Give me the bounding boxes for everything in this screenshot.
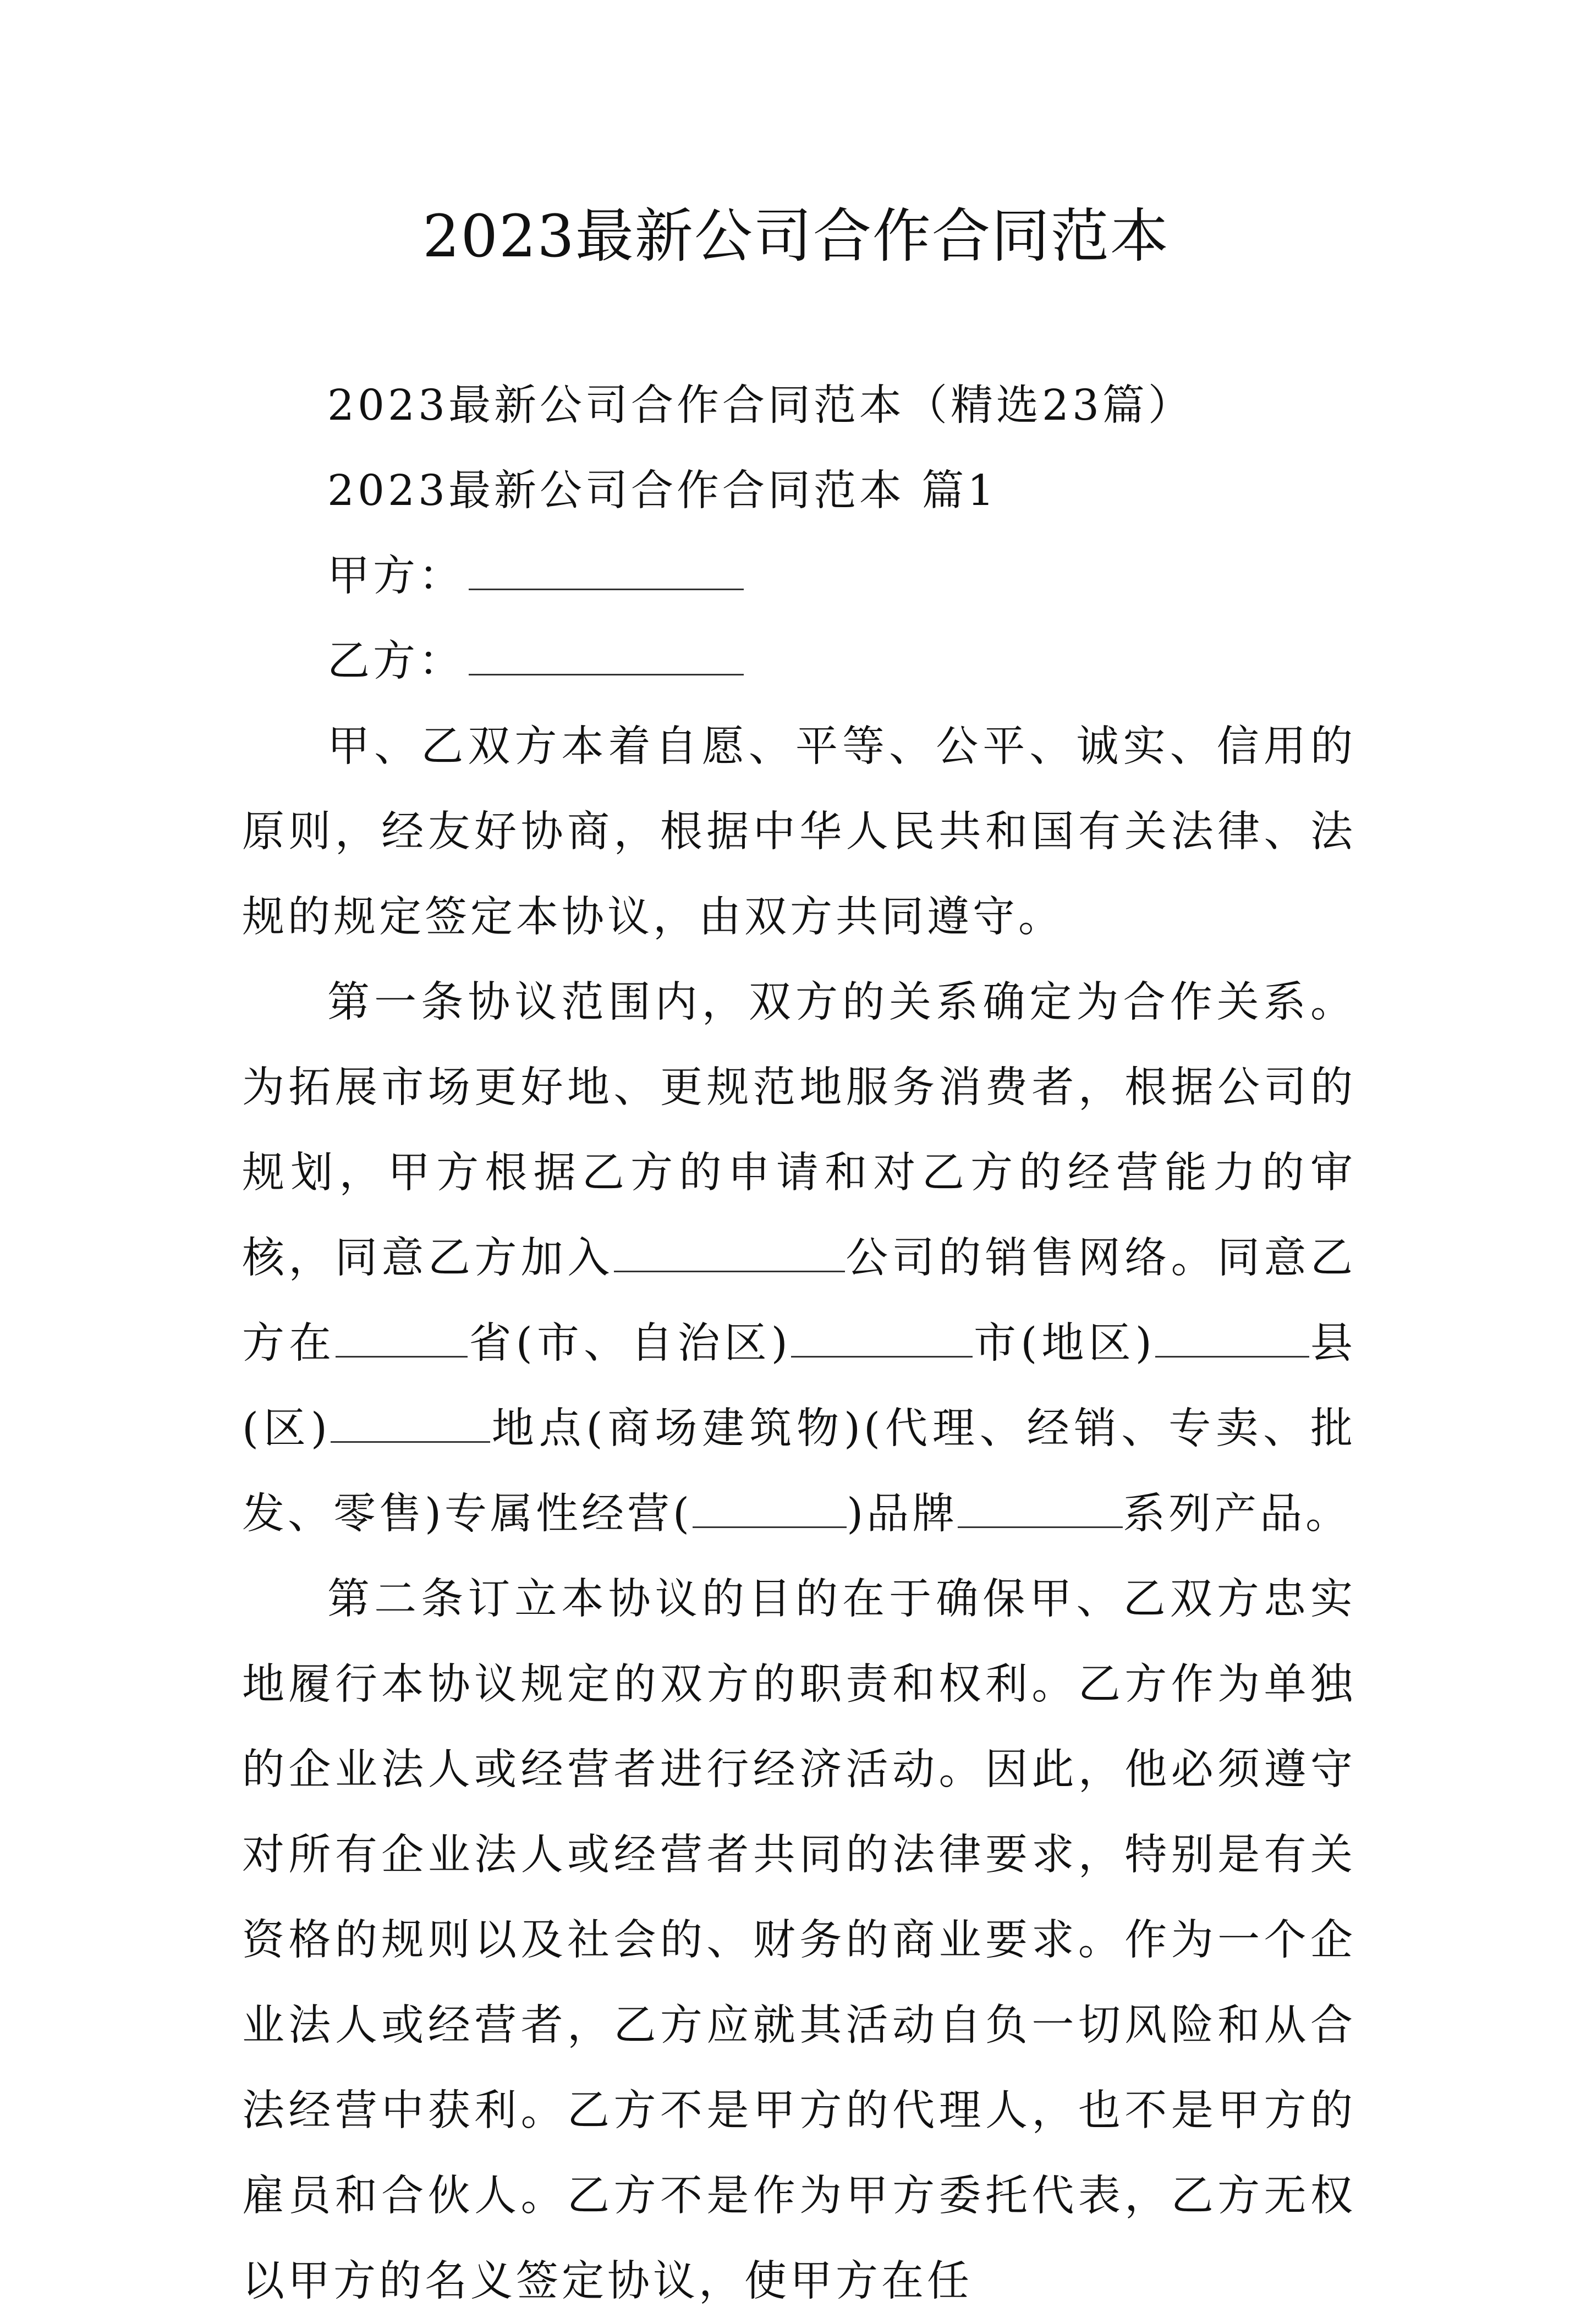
- document-body: [242, 363, 1356, 2324]
- document-subtitle: 2023最新公司合作合同范本（精选23篇）: [327, 381, 1194, 430]
- section-heading: 2023最新公司合作合同范本 篇1: [327, 466, 998, 515]
- article-1-text-2: 公司的销售网络。同意乙方在: [242, 1234, 1357, 1368]
- article-1-text-7: )品牌: [847, 1490, 958, 1539]
- county-blank: [1155, 1323, 1309, 1358]
- province-blank: [336, 1323, 468, 1358]
- article-1-paragraph: [242, 960, 1356, 1557]
- article-1-text-4: 市(地区): [972, 1319, 1155, 1368]
- party-a-line: [242, 534, 1356, 619]
- article-1-text-8: 系列产品。: [1123, 1490, 1352, 1539]
- city-blank: [791, 1323, 973, 1358]
- party-b-label: 乙方：: [327, 637, 464, 686]
- brand-blank: [693, 1493, 847, 1528]
- article-1-text-5: 县(区): [242, 1319, 1357, 1453]
- party-b-line: [242, 619, 1356, 704]
- party-a-label: 甲方：: [327, 552, 464, 601]
- party-a-blank: [469, 556, 744, 590]
- article-1-text-1: 第一条协议范围内，双方的关系确定为合作关系。为拓展市场更好地、更规范地服务消费者，根据公司的规划，甲方根据乙方的申请和对乙方的经营能力的审核，同意乙方加入: [242, 978, 1356, 1283]
- document-title: 2023最新公司合作合同范本: [422, 202, 1170, 270]
- location-blank: [331, 1408, 490, 1443]
- article-2-paragraph: 第二条订立本协议的目的在于确保甲、乙双方忠实地履行本协议规定的双方的职责和权利。乙方作为单独的企业法人或经营者进行经济活动。因此，他必须遵守对所有企业法人或经营者共同的法律要求，特别是有关资格的规则以及社会的、财务的商业要求。作为一个企业法人或经营者，乙方应就其活动自负一切风险和从合法经营中获利。乙方不是甲方的代理人，也不是甲方的雇员和合伙人。乙方不是作为甲方委托代表，乙方无权以甲方的名义签定协议，使甲方在任: [242, 1575, 1356, 2306]
- intro-paragraph: 甲、乙双方本着自愿、平等、公平、诚实、信用的原则，经友好协商，根据中华人民共和国有关法律、法规的规定签定本协议，由双方共同遵守。: [242, 722, 1356, 942]
- article-1-text-6: 地点(商场建筑物)(代理、经销、专卖、批发、零售)专属性经营(: [242, 1404, 1356, 1539]
- company-name-blank: [614, 1238, 845, 1272]
- party-b-blank: [469, 641, 744, 675]
- series-blank: [958, 1493, 1123, 1528]
- article-1-text-3: 省(市、自治区): [468, 1319, 791, 1368]
